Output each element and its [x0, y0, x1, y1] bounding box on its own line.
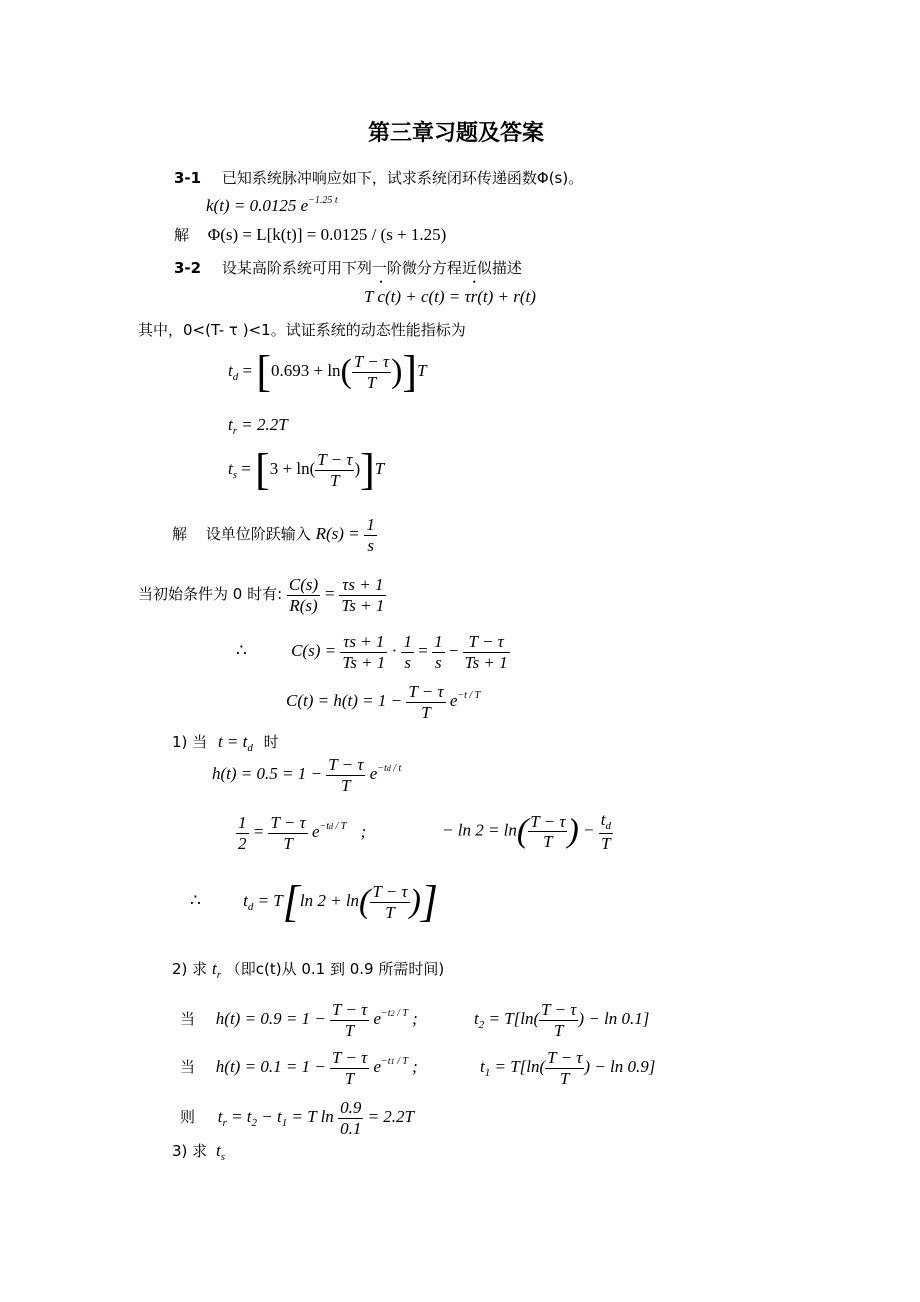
- ts-formula: $t_s = [3 + \ln$( $\frac{T - \tau}{T}$ )]T: [228, 445, 385, 494]
- step-1: 1) 当 $t = t_d$ 时: [172, 732, 279, 754]
- Cs-equation: ∴ C(s) = $\frac{\tau s + 1}{Ts + 1}$ · $\frac{1}{s}$ = $\frac{1}{s}$ − $\frac{T - \tau}{Ts + 1}$: [236, 632, 508, 672]
- half-equation: $\frac{1}{2}$ = $\frac{T - \tau}{T}$ $e^{-td / T}$ ;: [238, 813, 367, 853]
- h01-line: 当 h(t) = 0.1 = 1 − $\frac{T - \tau}{T}$ $e^{-t1 / T}$ ;: [180, 1048, 418, 1088]
- Ct-equation: C(t) = h(t) = 1 − $\frac{T - \tau}{T}$ $e^{-t / T}$: [286, 682, 481, 722]
- td-result: ∴ $t_d = T[\ln$ 2 + ln( $\frac{T - \tau}{T}$ )]: [190, 877, 439, 926]
- page-title: 第三章习题及答案: [368, 121, 545, 146]
- step-2: 2) 求 $t_r$ （即c(t)从 0.1 到 0.9 所需时间): [172, 959, 445, 981]
- t1-equation: $t_1 = T[\ln$( $\frac{T - \tau}{T}$ ) − ln 0.9]: [480, 1048, 656, 1088]
- td-formula: $t_d = [0.693 + \ln$( $\frac{T - \tau}{T}$ )]T: [228, 347, 427, 396]
- differential-equation: T c •(t) + c(t) = τr •(t) + r(t): [364, 288, 536, 305]
- h09-line: 当 h(t) = 0.9 = 1 − $\frac{T - \tau}{T}$ $e^{-t2 / T}$ ;: [180, 1000, 418, 1040]
- solution-label: 解: [174, 226, 190, 244]
- t2-equation: $t_2 = T[\ln$( $\frac{T - \tau}{T}$ ) − ln 0.1]: [474, 1000, 650, 1040]
- problem-3-1: [174, 171, 583, 186]
- tr-formula: $t_r = 2.2T$: [228, 415, 288, 437]
- problem-number: 3-2: [174, 259, 202, 277]
- condition-text: 其中，0<(T- τ )<1。试证系统的动态性能指标为: [138, 321, 466, 339]
- problem-text: 已知系统脉冲响应如下，试求系统闭环传递函数Φ(s)。: [221, 169, 584, 187]
- problem-3-2: [174, 261, 522, 276]
- transfer-function-eq: Φ(s) = L[k(t)] = 0.0125 / (s + 1.25): [207, 225, 447, 244]
- problem-number: 3-1: [174, 169, 202, 187]
- step-3: 3) 求 $t_s$: [172, 1141, 225, 1163]
- h05-equation: h(t) = 0.5 = 1 − $\frac{T - \tau}{T}$ $e^{-td / t}$: [212, 755, 402, 795]
- solution-3-1: [174, 226, 446, 243]
- solution-3-2: 解 设单位阶跃输入 R(s) = $\frac{1}{s}$: [172, 515, 375, 555]
- impulse-response-eq: k(t) = 0.0125 $e^{-1.25 t}$: [206, 195, 338, 215]
- tr-derivation: 则 $t_r = t_2 - t_1 = T$ ln $\frac{0.9}{0.1}$ = 2.2T: [180, 1098, 414, 1138]
- ln2-equation: − ln 2 = ln( $\frac{T - \tau}{T}$ ) − $\frac{t_d}{T}$: [442, 810, 611, 853]
- initial-condition: 当初始条件为 0 时有: $\frac{C(s)}{R(s)}$ = $\frac{\tau s + 1}{Ts + 1}$: [138, 575, 385, 615]
- problem-text: 设某高阶系统可用下列一阶微分方程近似描述: [221, 259, 522, 277]
